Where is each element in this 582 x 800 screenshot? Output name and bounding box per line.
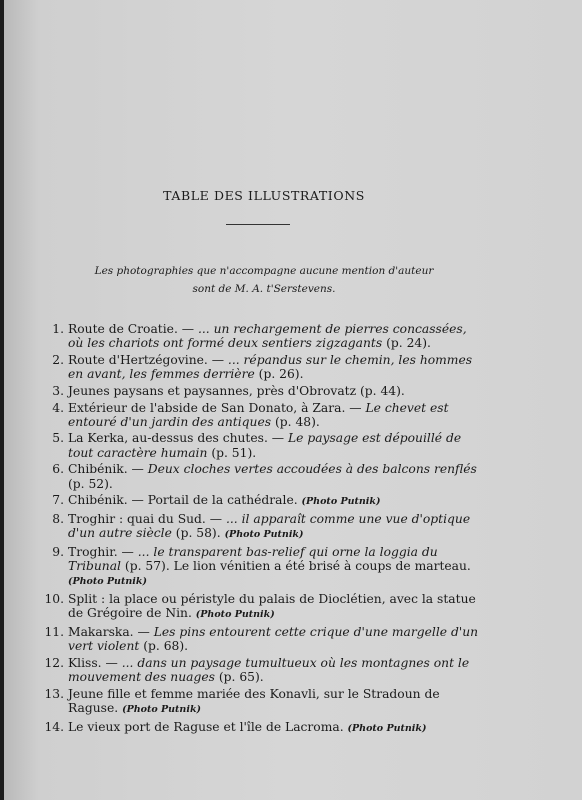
- entry-caption: ... un rechargement de pierres concassées, où les chariots ont formé deux sentiers zigzagants: [68, 322, 467, 351]
- entry-number: 13.: [44, 686, 64, 701]
- illustration-list: [34, 322, 480, 738]
- illustration-entry: [34, 431, 480, 459]
- entry-photo-credit: (Photo Putnik): [224, 529, 304, 541]
- entry-heading: Jeune fille et femme mariée des Konavli, sur le Stradoun de Raguse.: [68, 686, 440, 715]
- entry-caption: ... il apparaît comme une vue d'optique d'un autre siècle: [68, 511, 471, 541]
- entry-heading: Route de Croatie. —: [68, 322, 198, 336]
- entry-caption: Deux cloches vertes accoudées à des balcons renflés: [147, 462, 477, 477]
- illustration-entry: [34, 625, 480, 653]
- entry-number: 6.: [52, 462, 64, 477]
- entry-number: 8.: [52, 511, 64, 526]
- entry-heading: Troghir. —: [68, 544, 138, 559]
- illustration-entry: [34, 462, 480, 490]
- entry-caption: Le chevet est entouré d'un jardin des antiques: [68, 400, 449, 429]
- entry-photo-credit: (Photo Putnik): [301, 496, 381, 508]
- title-divider: [226, 224, 290, 225]
- entry-caption: ... répandus sur le chemin, les hommes en avant, les femmes derrière: [68, 352, 473, 382]
- entry-page-ref: (p. 52).: [68, 476, 113, 491]
- illustration-entry: [34, 512, 480, 542]
- entry-heading: La Kerka, au-dessus des chutes. —: [68, 431, 288, 446]
- illustration-entry: [34, 656, 480, 684]
- illustration-entry: [34, 687, 480, 717]
- entry-page-ref: (p. 51).: [207, 445, 257, 460]
- entry-photo-credit: (Photo Putnik): [195, 609, 275, 621]
- entry-number: 12.: [44, 655, 64, 670]
- entry-number: 10.: [44, 591, 64, 606]
- entry-heading: Makarska. —: [68, 624, 154, 639]
- entry-page-ref: (p. 57). Le lion vénitien a été brisé à coups de marteau.: [121, 559, 471, 574]
- entry-page-ref: (p. 65).: [214, 669, 264, 684]
- entry-number: 5.: [52, 431, 64, 446]
- entry-heading: Kliss. —: [68, 655, 122, 670]
- illustration-entry: [34, 401, 480, 429]
- entry-caption: Le paysage est dépouillé de tout caractère humain: [68, 431, 462, 460]
- page-title: TABLE DES ILLUSTRATIONS: [163, 188, 365, 203]
- entry-caption: ... le transparent bas-relief qui orne la loggia du Tribunal: [68, 544, 438, 574]
- entry-number: 2.: [52, 352, 64, 367]
- entry-heading: Jeunes paysans et paysannes, près d'Obrovatz (p. 44).: [68, 383, 405, 398]
- entry-number: 9.: [52, 544, 64, 559]
- entry-heading: Le vieux port de Raguse et l'île de Lacroma.: [68, 719, 348, 734]
- illustration-entry: [34, 493, 480, 509]
- entry-number: 14.: [44, 719, 64, 734]
- entry-page-ref: (p. 58).: [171, 526, 225, 541]
- entry-page-ref: (p. 24).: [382, 336, 431, 351]
- note-line-2: sont de M. A. t'Serstevens.: [192, 283, 336, 295]
- entry-number: 7.: [52, 493, 64, 508]
- entry-photo-credit: (Photo Putnik): [347, 722, 427, 734]
- entry-number: 3.: [52, 383, 64, 398]
- entry-page-ref: (p. 68).: [139, 639, 189, 654]
- entry-heading: Chibénik. — Portail de la cathédrale.: [68, 493, 302, 508]
- entry-page-ref: (p. 26).: [254, 367, 304, 382]
- illustration-entry: [34, 322, 480, 350]
- entry-caption: ... dans un paysage tumultueux où les montagnes ont le mouvement des nuages: [68, 655, 470, 684]
- entry-heading: Extérieur de l'abside de San Donato, à Zara. —: [68, 400, 366, 415]
- note-line-1: Les photographies que n'accompagne aucune mention d'auteur: [94, 265, 434, 277]
- entry-photo-credit: (Photo Putnik): [122, 703, 202, 715]
- entry-heading: Route d'Hertzégovine. —: [68, 352, 228, 367]
- illustration-entry: [34, 592, 480, 622]
- illustration-entry: [34, 384, 480, 398]
- entry-number: 11.: [44, 624, 64, 639]
- illustration-entry: [34, 720, 480, 736]
- entry-heading: Split : la place ou péristyle du palais de Dioclétien, avec la statue de Grégoire de Nin.: [68, 591, 476, 621]
- entry-caption: Les pins entourent cette crique d'une margelle d'un vert violent: [68, 624, 479, 654]
- entry-number: 4.: [52, 400, 64, 415]
- illustration-entry: [34, 545, 480, 590]
- illustration-entry: [34, 353, 480, 381]
- entry-number: 1.: [52, 322, 64, 336]
- entry-photo-credit: (Photo Putnik): [68, 576, 147, 588]
- entry-heading: Troghir : quai du Sud. —: [68, 511, 226, 526]
- photo-credit-note: [44, 262, 484, 298]
- book-page: [4, 0, 582, 800]
- entry-page-ref: (p. 48).: [271, 414, 320, 429]
- entry-heading: Chibénik. —: [68, 462, 148, 477]
